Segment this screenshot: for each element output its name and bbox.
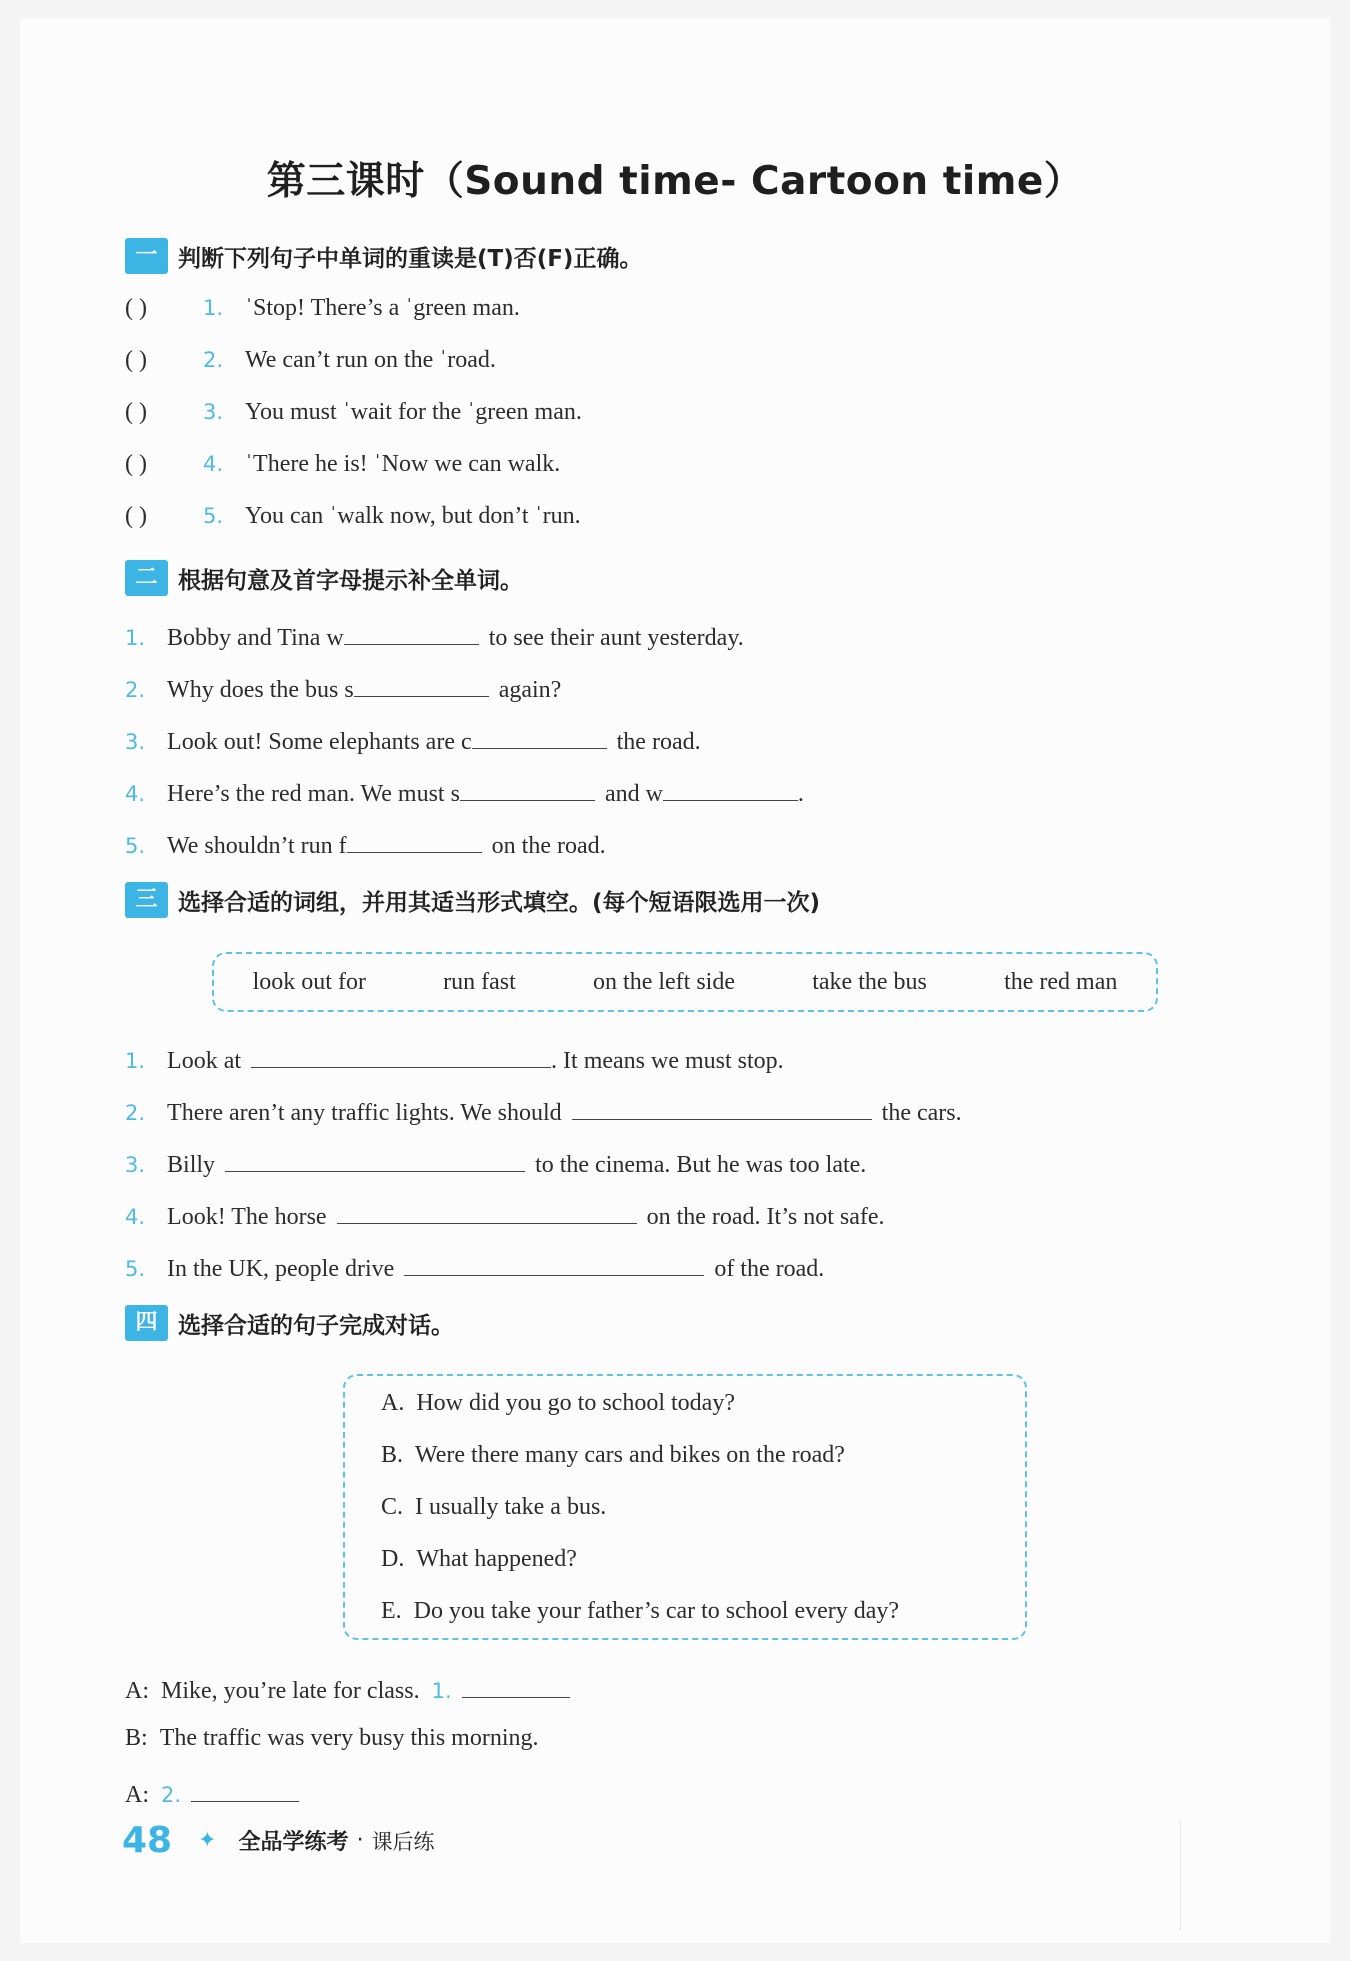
option-letter: A. — [381, 1390, 405, 1416]
fill-row — [125, 620, 744, 652]
sentence-options-box — [343, 1374, 1027, 1640]
section-badge: 三 — [125, 882, 168, 918]
phrase-option: look out for — [252, 968, 366, 995]
section-badge: 二 — [125, 560, 168, 596]
sentence-end: the cars. — [881, 1100, 962, 1126]
item-number: 1. — [431, 1679, 452, 1703]
fill-row — [125, 1147, 866, 1179]
answer-blank[interactable] — [462, 1673, 570, 1698]
question-text: You can ˈwalk now, but don’t ˈrun. — [245, 503, 581, 529]
sentence-end: of the road. — [714, 1256, 825, 1282]
section-4-heading — [125, 1303, 454, 1343]
sentence-end: on the road. — [491, 833, 606, 859]
item-number: 3. — [125, 730, 146, 754]
item-number: 2. — [125, 678, 146, 702]
phrase-bank — [212, 952, 1158, 1012]
phrase-option: run fast — [443, 968, 516, 995]
dialogue-text: The traffic was very busy this morning. — [159, 1725, 539, 1751]
fill-row — [125, 1095, 962, 1127]
question-row — [125, 295, 520, 322]
question-row — [125, 399, 582, 426]
sentence-start: Billy — [167, 1152, 216, 1178]
sentence-end: . — [797, 781, 804, 807]
answer-paren[interactable]: ( ) — [125, 451, 147, 477]
answer-blank[interactable] — [663, 776, 798, 801]
dialogue-line — [125, 1777, 299, 1809]
sentence-end: . It means we must stop. — [551, 1048, 784, 1074]
answer-blank[interactable] — [472, 724, 607, 749]
item-number: 5. — [203, 504, 224, 528]
speaker-label: A: — [125, 1678, 149, 1704]
sentence-start: Here’s the red man. We must s — [167, 781, 460, 807]
sentence-start: In the UK, people drive — [167, 1256, 395, 1282]
phrase-option: take the bus — [812, 968, 927, 995]
section-badge: 四 — [125, 1305, 168, 1341]
dialogue-text: Mike, you’re late for class. — [161, 1678, 420, 1704]
sentence-end: again? — [498, 677, 562, 703]
question-row — [125, 347, 496, 374]
item-number: 1. — [125, 1049, 146, 1073]
answer-paren[interactable]: ( ) — [125, 399, 147, 425]
brand-name: 全品学练考 — [238, 1830, 349, 1855]
sparkle-icon: ✦ — [198, 1828, 217, 1853]
question-text: ˈStop! There’s a ˈgreen man. — [245, 295, 520, 321]
section-1-heading — [125, 236, 642, 276]
margin-divider — [1180, 1820, 1181, 1930]
sentence-start: We shouldn’t run f — [167, 833, 347, 859]
option-text: I usually take a bus. — [415, 1494, 607, 1520]
section-instruction: 选择合适的词组，并用其适当形式填空。(每个短语限选用一次) — [178, 889, 821, 916]
fill-row — [125, 1251, 824, 1283]
dialogue-line — [125, 1725, 539, 1752]
sentence-option — [381, 1442, 845, 1469]
option-letter: C. — [381, 1494, 404, 1520]
answer-blank[interactable] — [460, 776, 595, 801]
question-text: ˈThere he is! ˈNow we can walk. — [245, 451, 561, 477]
item-number: 3. — [125, 1153, 146, 1177]
sentence-middle: and w — [604, 781, 663, 807]
fill-row — [125, 1043, 784, 1075]
item-number: 1. — [125, 626, 146, 650]
question-row — [125, 503, 581, 530]
sentence-option — [381, 1494, 606, 1521]
sentence-end: to the cinema. But he was too late. — [535, 1152, 867, 1178]
sentence-end: to see their aunt yesterday. — [488, 625, 744, 651]
option-text: Do you take your father’s car to school every day? — [413, 1598, 900, 1624]
sentence-end: the road. — [616, 729, 701, 755]
phrase-option: on the left side — [593, 968, 735, 995]
phrase-option: the red man — [1004, 968, 1118, 995]
page-number: 48 — [122, 1820, 173, 1861]
sentence-option — [381, 1598, 899, 1625]
answer-paren[interactable]: ( ) — [125, 347, 147, 373]
section-instruction: 选择合适的句子完成对话。 — [178, 1312, 454, 1339]
answer-blank[interactable] — [225, 1147, 525, 1172]
item-number: 2. — [203, 348, 224, 372]
option-text: What happened? — [416, 1546, 577, 1572]
answer-blank[interactable] — [251, 1043, 551, 1068]
option-letter: B. — [381, 1442, 404, 1468]
fill-row — [125, 724, 701, 756]
option-text: Were there many cars and bikes on the road? — [415, 1442, 845, 1468]
sentence-option — [381, 1546, 577, 1573]
option-letter: E. — [381, 1598, 402, 1624]
item-number: 2. — [161, 1783, 182, 1807]
section-instruction: 根据句意及首字母提示补全单词。 — [178, 567, 523, 594]
question-text: You must ˈwait for the ˈgreen man. — [245, 399, 582, 425]
sentence-start: Bobby and Tina w — [167, 625, 344, 651]
answer-blank[interactable] — [404, 1251, 704, 1276]
fill-row — [125, 672, 561, 704]
item-number: 1. — [203, 296, 224, 320]
sentence-start: Look at — [167, 1048, 242, 1074]
speaker-label: B: — [125, 1725, 148, 1751]
answer-blank[interactable] — [572, 1095, 872, 1120]
answer-blank[interactable] — [344, 620, 479, 645]
section-2-heading — [125, 558, 523, 598]
series-name: 课后练 — [371, 1829, 435, 1854]
section-3-heading — [125, 880, 820, 920]
answer-blank[interactable] — [347, 828, 482, 853]
option-text: How did you go to school today? — [416, 1390, 735, 1416]
answer-paren[interactable]: ( ) — [125, 295, 147, 321]
answer-paren[interactable]: ( ) — [125, 503, 147, 529]
item-number: 4. — [125, 1205, 146, 1229]
section-instruction: 判断下列句子中单词的重读是(T)否(F)正确。 — [178, 245, 643, 272]
answer-blank[interactable] — [354, 672, 489, 697]
sentence-option — [381, 1390, 735, 1417]
item-number: 3. — [203, 400, 224, 424]
sentence-end: on the road. It’s not safe. — [646, 1204, 885, 1230]
question-text: We can’t run on the ˈroad. — [245, 347, 496, 373]
item-number: 2. — [125, 1101, 146, 1125]
sentence-start: Why does the bus s — [167, 677, 354, 703]
dialogue-line — [125, 1673, 570, 1705]
fill-row — [125, 1199, 885, 1231]
sentence-start: Look out! Some elephants are c — [167, 729, 472, 755]
answer-blank[interactable] — [337, 1199, 637, 1224]
item-number: 4. — [125, 782, 146, 806]
sentence-start: There aren’t any traffic lights. We should — [167, 1100, 562, 1126]
answer-blank[interactable] — [191, 1777, 299, 1802]
fill-row — [125, 828, 606, 860]
section-badge: 一 — [125, 238, 168, 274]
item-number: 5. — [125, 1257, 146, 1281]
sentence-start: Look! The horse — [167, 1204, 327, 1230]
page-footer — [122, 1820, 435, 1861]
item-number: 4. — [203, 452, 224, 476]
separator-dot: · — [356, 1828, 364, 1853]
speaker-label: A: — [125, 1782, 149, 1808]
question-row — [125, 451, 560, 478]
option-letter: D. — [381, 1546, 405, 1572]
fill-row — [125, 776, 804, 808]
item-number: 5. — [125, 834, 146, 858]
page-title: 第三课时（Sound time- Cartoon time） — [266, 159, 1084, 204]
